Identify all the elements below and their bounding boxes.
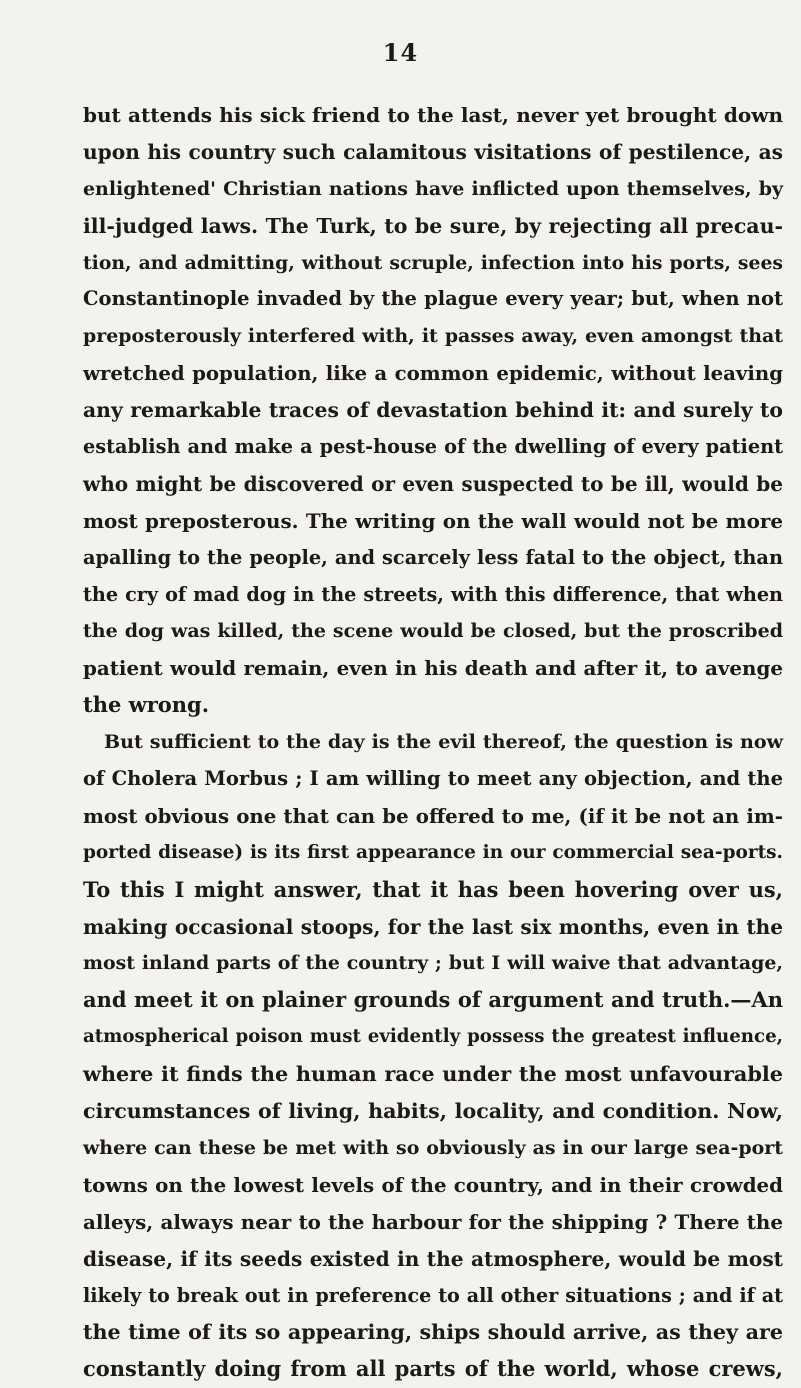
text-line: preposterously interfered with, it passes away, even amongst that [83,325,783,348]
text-line: disease, if its seeds existed in the atmosphere, would be most [83,1246,783,1271]
text-line: apalling to the people, and scarcely less fatal to the object, than [83,545,783,569]
text-line: the cry of mad dog in the streets, with this difference, that when [83,582,783,606]
text-line: wretched population, like a common epidemic, without leaving [83,361,783,386]
page-number: 14 [382,38,419,67]
text-line: ported disease) is its first appearance in our commercial sea-ports. [83,841,783,863]
text-line: who might be discovered or even suspected to be ill, would be [83,471,783,496]
text-line: patient would remain, even in his death and after it, to avenge [83,656,783,681]
text-line: most preposterous. The writing on the wall would not be more [83,508,783,533]
text-line: alleys, always near to the harbour for the shipping ? There the [83,1209,783,1234]
text-line: towns on the lowest levels of the country, and in their crowded [83,1172,783,1197]
text-line: the time of its so appearing, ships should arrive, as they are [83,1320,783,1345]
text-line: and meet it on plainer grounds of argument and truth.—An [83,987,783,1013]
text-line: likely to break out in preference to all other situations ; and if at [83,1283,783,1307]
text-line: where it finds the human race under the most unfavourable [83,1061,783,1087]
text-line: To this I might answer, that it has been hovering over us, [83,876,783,902]
paragraph-start-line: But sufficient to the day is the evil thereof, the question is now [104,731,783,754]
text-line: most inland parts of the country ; but I will waive that advantage, [83,952,783,975]
text-line: constantly doing from all parts of the world, whose crews, [83,1356,783,1382]
text-line: Constantinople invaded by the plague every year; but, when not [83,287,783,311]
text-line: but attends his sick friend to the last, never yet brought down [83,103,783,127]
paragraph-end-line: the wrong. [83,692,210,718]
text-line: most obvious one that can be offered to me, (if it be not an im- [83,803,783,828]
text-line: tion, and admitting, without scruple, infection into his ports, sees [83,251,783,274]
text-line: where can these be met with so obviously as in our large sea-port [83,1136,783,1159]
text-line: ill-judged laws. The Turk, to be sure, by rejecting all precau- [83,213,783,238]
body-text [83,97,783,1388]
text-line: the dog was killed, the scene would be closed, but the proscribed [83,620,783,643]
text-line: any remarkable traces of devastation behind it: and surely to [83,398,783,423]
text-line: enlightened' Christian nations have inflicted upon themselves, by [83,177,783,200]
text-line: making occasional stoops, for the last six months, even in the [83,914,783,939]
text-line: circumstances of living, habits, locality, and condition. Now, [83,1099,783,1124]
text-line: upon his country such calamitous visitations of pestilence, as [83,139,783,164]
text-line: of Cholera Morbus ; I am willing to meet any objection, and the [83,767,783,791]
text-line: atmospherical poison must evidently possess the greatest influence, [83,1026,783,1048]
text-line: establish and make a pest-house of the dwelling of every patient [83,435,783,459]
